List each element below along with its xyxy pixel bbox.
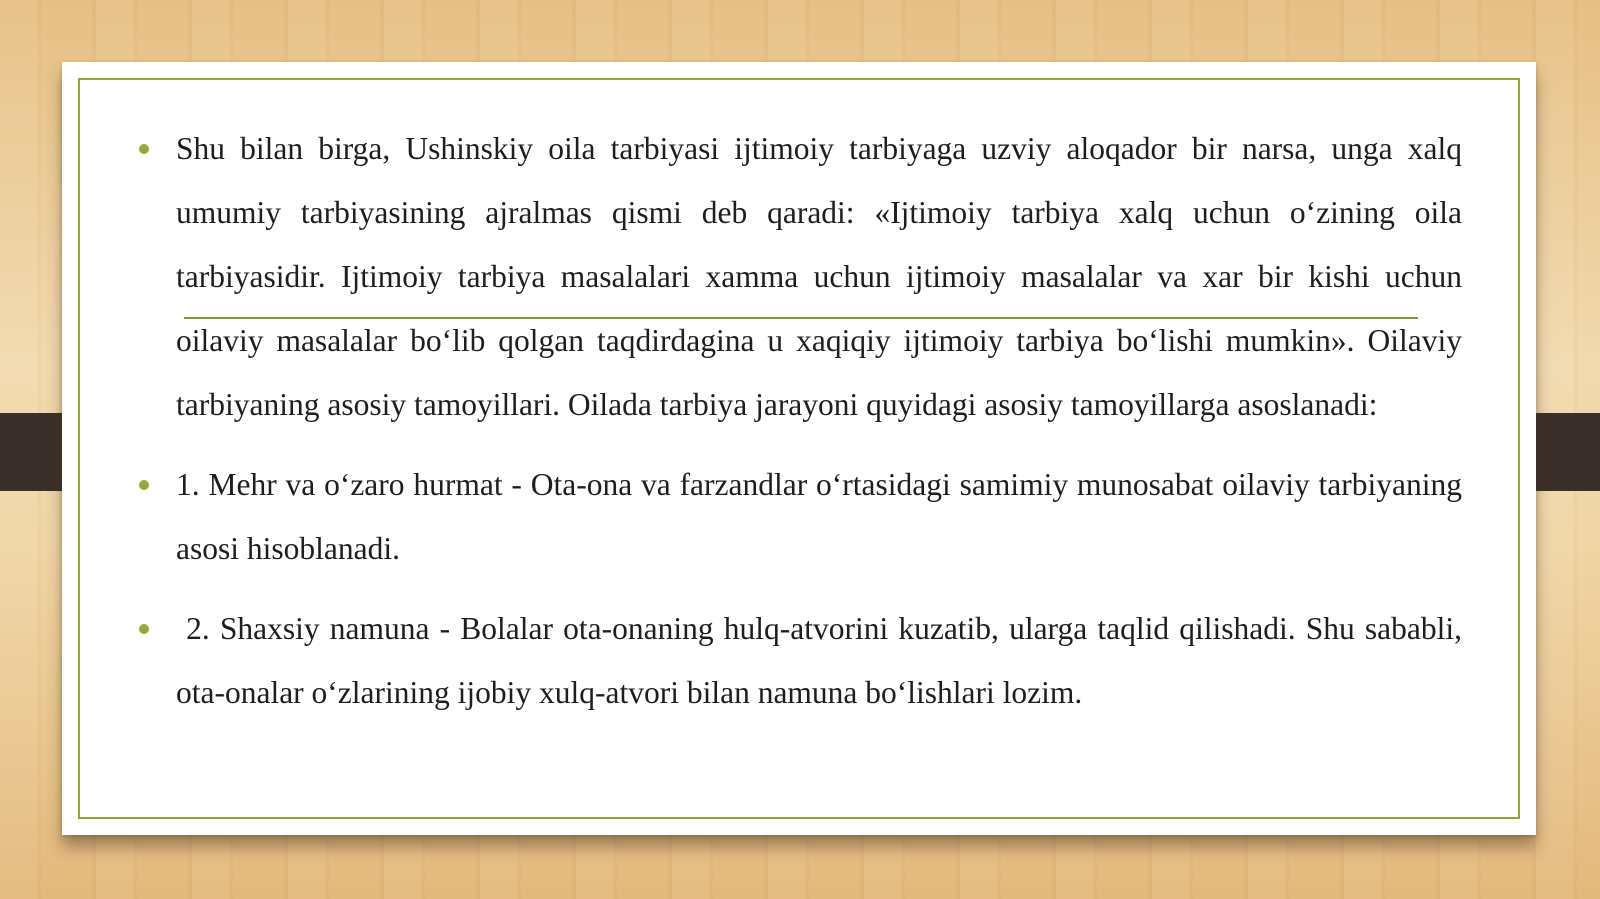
bullet-text: 2. Shaxsiy namuna - Bolalar ota-onaning hulq-atvorini kuzatib, ularga taqlid qilishadi. Shu sababli, ota-onalar o‘zlarining ijobiy xulq-atvori bilan namuna bo‘lishlari lozim. bbox=[176, 611, 1470, 710]
bullet-dot-icon bbox=[139, 624, 149, 634]
bullet-item bbox=[138, 453, 1462, 581]
bullet-text: Shu bilan birga, Ushinskiy oila tarbiyasi ijtimoiy tarbiyaga uzviy aloqador bir narsa, unga xalq umumiy tarbiyasining ajralmas qismi deb qaradi: «Ijtimoiy tarbiya xalq uchun o‘zining oila tarbiyasidir. Ijtimoiy tarbiya masalalari xamma uchun ijtimoiy masalalar va xar bir kishi uchun oilaviy masalalar bo‘lib qolgan taqdirdagina u xaqiqiy ijtimoiy tarbiya bo‘lishi mumkin». Oilaviy tarbiyaning asosiy tamoyillari. Oilada tarbiya jarayoni quyidagi asosiy tamoyillarga asoslanadi: bbox=[176, 131, 1462, 422]
bullet-item bbox=[138, 117, 1462, 437]
bullet-text: 1. Mehr va o‘zaro hurmat - Ota-ona va farzandlar o‘rtasidagi samimiy munosabat oilaviy tarbiyaning asosi hisoblanadi. bbox=[176, 467, 1462, 566]
bullet-dot-icon bbox=[139, 144, 149, 154]
bullet-dot-icon bbox=[139, 480, 149, 490]
bullet-item bbox=[138, 597, 1470, 725]
bullet-list bbox=[138, 117, 1470, 741]
